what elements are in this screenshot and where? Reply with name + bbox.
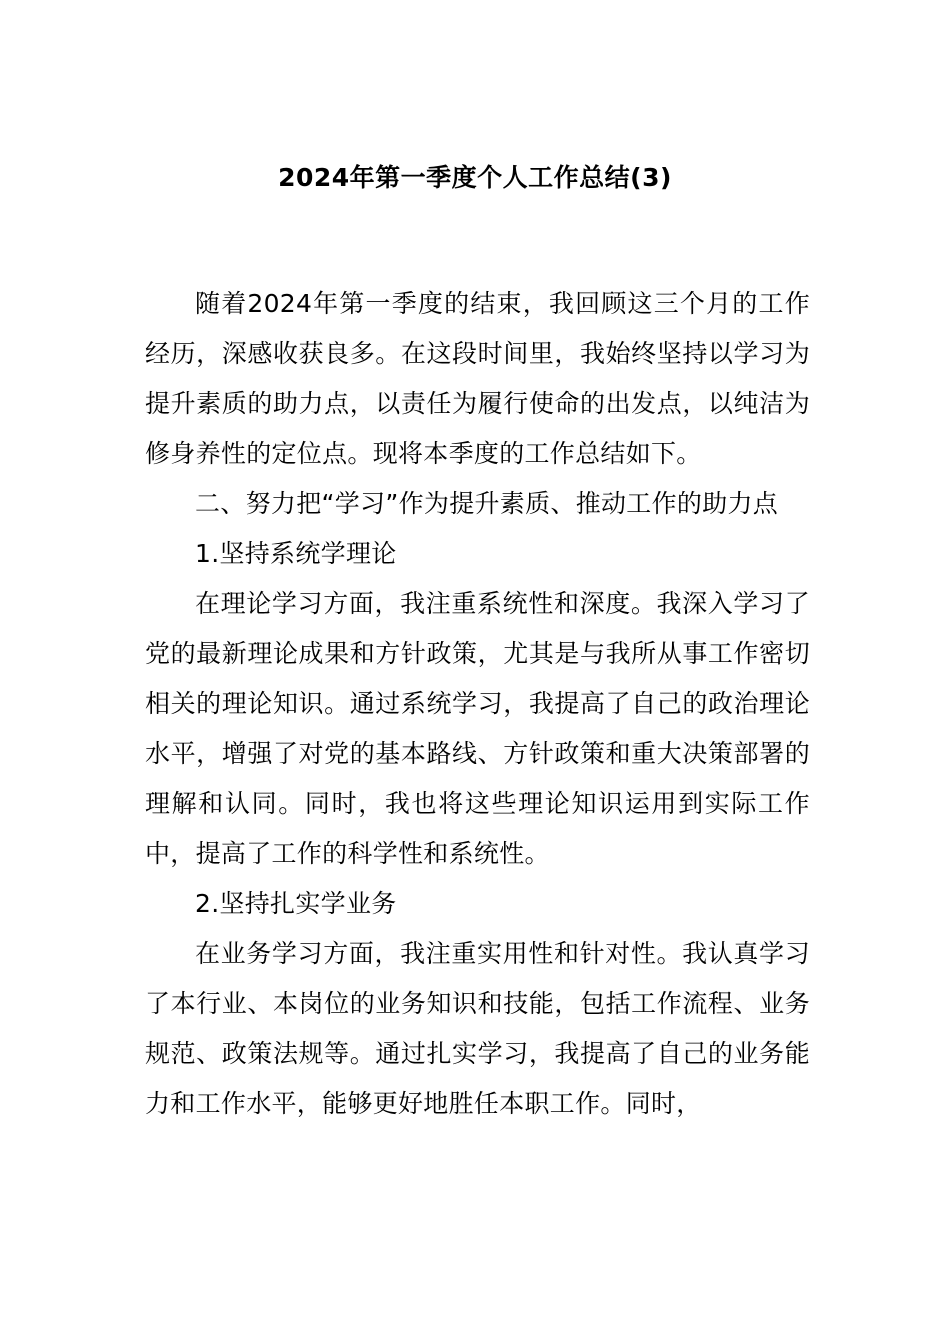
section-heading-2: 二、努力把“学习”作为提升素质、推动工作的助力点 [195,489,779,518]
business-paragraph: 在业务学习方面，我注重实用性和针对性。我认真学习了本行业、本岗位的业务知识和技能，包括工作流程、业务规范、政策法规等。通过扎实学习，我提高了自己的业务能力和工作水平，能够更好地胜任本职工作。同时， [145,939,810,1118]
intro-paragraph: 随着2024年第一季度的结束，我回顾这三个月的工作经历，深感收获良多。在这段时间里，我始终坚持以学习为提升素质的助力点，以责任为履行使命的出发点，以纯洁为修身养性的定位点。现将本季度的工作总结如下。 [145,289,810,468]
theory-paragraph: 在理论学习方面，我注重系统性和深度。我深入学习了党的最新理论成果和方针政策，尤其是与我所从事工作密切相关的理论知识。通过系统学习，我提高了自己的政治理论水平，增强了对党的基本路线、方针政策和重大决策部署的理解和认同。同时，我也将这些理论知识运用到实际工作中，提高了工作的科学性和系统性。 [145,589,810,868]
subheading-2: 2.坚持扎实学业务 [195,889,397,918]
document-body [145,279,810,1129]
document-title: 2024年第一季度个人工作总结(3) [278,163,672,192]
subheading-1: 1.坚持系统学理论 [195,539,397,568]
